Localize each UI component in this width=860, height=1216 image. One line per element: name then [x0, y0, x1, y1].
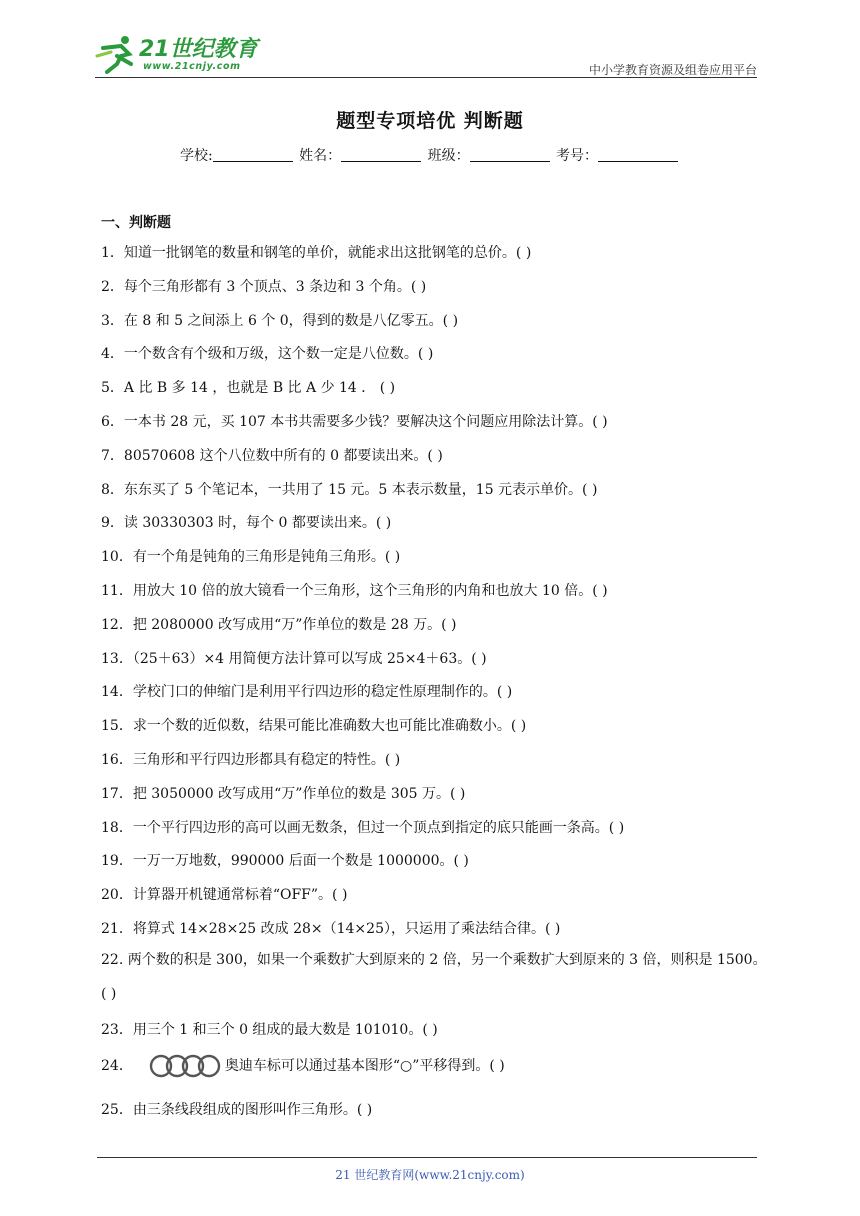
runner-logo-icon [95, 34, 139, 74]
question-4: 4．一个数含有个级和万级，这个数一定是八位数。( ) [101, 346, 434, 362]
question-9: 9．读 30330303 时，每个 0 都要读出来。( ) [101, 515, 392, 531]
name-blank[interactable] [341, 147, 421, 162]
exam-no-blank[interactable] [598, 147, 678, 162]
question-1: 1．知道一批钢笔的数量和钢笔的单价，就能求出这批钢笔的总价。( ) [101, 245, 532, 261]
question-3: 3．在 8 和 5 之间添上 6 个 0，得到的数是八亿零五。( ) [101, 313, 459, 329]
brand-name: 21世纪教育 [139, 37, 258, 62]
question-17: 17．把 3050000 改写成用“万”作单位的数是 305 万。( ) [101, 786, 466, 802]
question-24-text: 奥迪车标可以通过基本图形“○”平移得到。( ) [224, 1058, 505, 1074]
question-11: 11．用放大 10 倍的放大镜看一个三角形，这个三角形的内角和也放大 10 倍。( ) [101, 583, 608, 599]
question-23: 23．用三个 1 和三个 0 组成的最大数是 101010。( ) [101, 1022, 438, 1038]
brand-url: www.21cnjy.com [143, 61, 241, 72]
page-header [95, 30, 757, 80]
question-19: 19．一万一万地数，990000 后面一个数是 1000000。( ) [101, 853, 469, 869]
question-24-number: 24． [101, 1058, 133, 1074]
question-5: 5．A 比 B 多 14 ，也就是 B 比 A 少 14 ． ( ) [101, 380, 396, 396]
question-25: 25．由三条线段组成的图形叫作三角形。( ) [101, 1102, 373, 1118]
section-title: 一、判断题 [101, 215, 171, 231]
name-label: 姓名： [299, 148, 342, 164]
exam-no-label: 考号： [556, 148, 599, 164]
question-15: 15．求一个数的近似数，结果可能比准确数大也可能比准确数小。( ) [101, 718, 527, 734]
question-21: 21．将算式 14×28×25 改成 28×（14×25），只运用了乘法结合律。( ) [101, 921, 561, 937]
question-20: 20．计算器开机键通常标着“OFF”。( ) [101, 887, 348, 903]
question-13: 13．（25＋63）×4 用简便方法计算可以写成 25×4＋63。( ) [101, 651, 487, 667]
question-14: 14．学校门口的伸缩门是利用平行四边形的稳定性原理制作的。( ) [101, 684, 513, 700]
header-divider [95, 77, 757, 78]
footer-source: 21 世纪教育网(www.21cnjy.com) [335, 1168, 525, 1182]
question-2: 2．每个三角形都有 3 个顶点、3 条边和 3 个角。( ) [101, 279, 427, 295]
question-10: 10．有一个角是钝角的三角形是钝角三角形。( ) [101, 549, 401, 565]
question-7: 7．80570608 这个八位数中所有的 0 都要读出来。( ) [101, 448, 443, 464]
question-8: 8．东东买了 5 个笔记本，一共用了 15 元。5 本表示数量，15 元表示单价。( ) [101, 482, 598, 498]
question-22: 22. 两个数的积是 300，如果一个乘数扩大到原来的 2 倍，另一个乘数扩大到原来的 3 倍，则积是 1500。( ) [101, 952, 767, 1002]
page-title: 题型专项培优 判断题 [336, 110, 524, 132]
question-16: 16．三角形和平行四边形都具有稳定的特性。( ) [101, 752, 401, 768]
class-blank[interactable] [470, 147, 550, 162]
school-label: 学校: [179, 148, 213, 164]
platform-name: 中小学教育资源及组卷应用平台 [588, 63, 757, 77]
question-24 [101, 1053, 505, 1079]
question-18: 18．一个平行四边形的高可以画无数条，但过一个顶点到指定的底只能画一条高。( ) [101, 820, 625, 836]
student-info-line [0, 145, 860, 165]
logo [95, 30, 265, 78]
school-blank[interactable] [213, 147, 293, 162]
class-label: 班级： [427, 148, 470, 164]
footer-divider [97, 1157, 757, 1158]
audi-rings-icon [149, 1053, 221, 1079]
question-12: 12．把 2080000 改写成用“万”作单位的数是 28 万。( ) [101, 617, 457, 633]
question-6: 6．一本书 28 元，买 107 本书共需要多少钱？要解决这个问题应用除法计算。( ) [101, 414, 608, 430]
